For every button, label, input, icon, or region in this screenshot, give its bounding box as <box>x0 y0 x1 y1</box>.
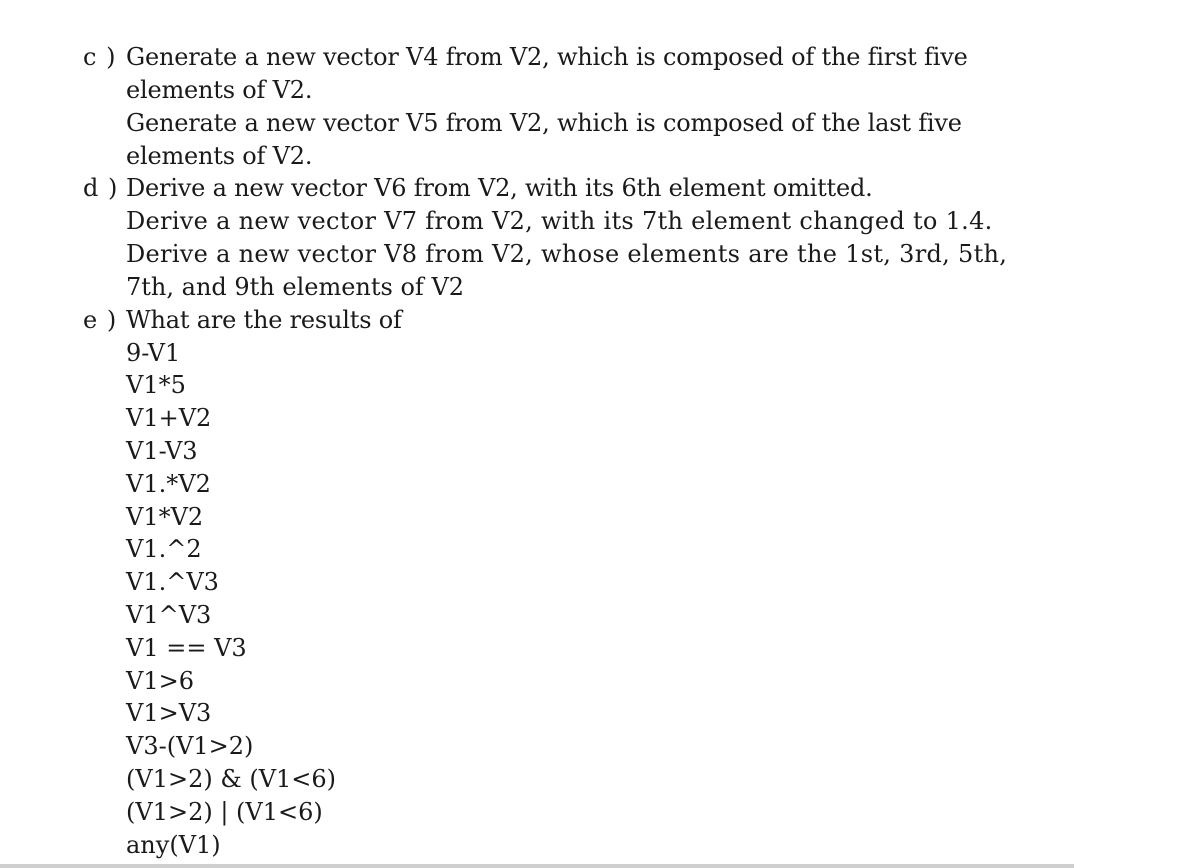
expression-item: V3-(V1>2) <box>126 732 254 760</box>
section-e-marker: e ) <box>83 306 118 334</box>
expression-item: V1.^2 <box>126 535 202 563</box>
expression-item: 9-V1 <box>126 339 181 367</box>
section-d-marker: d ) <box>83 174 119 202</box>
expression-item: (V1>2) & (V1<6) <box>126 765 337 793</box>
expression-item: V1>V3 <box>126 699 212 727</box>
expression-item: V1*V2 <box>126 503 204 531</box>
expression-item: V1-V3 <box>126 437 198 465</box>
expression-item: V1^V3 <box>126 601 212 629</box>
expression-item: (V1>2) | (V1<6) <box>126 798 323 826</box>
section-d-line-4: 7th, and 9th elements of V2 <box>126 273 465 301</box>
section-e-question: What are the results of <box>126 306 402 334</box>
page-bottom-divider <box>0 864 1074 868</box>
section-d-line-2: Derive a new vector V7 from V2, with its 7th element changed to 1.4. <box>126 207 993 235</box>
section-d-line-3: Derive a new vector V8 from V2, whose elements are the 1st, 3rd, 5th, <box>126 240 1008 268</box>
expression-item: V1>6 <box>126 667 194 695</box>
section-c-marker: c ) <box>83 43 117 71</box>
expression-item: V1.^V3 <box>126 568 219 596</box>
section-c-line-1: Generate a new vector V4 from V2, which is composed of the first five <box>126 43 968 71</box>
section-c-line-3: Generate a new vector V5 from V2, which is composed of the last five <box>126 109 962 137</box>
section-c-line-2: elements of V2. <box>126 76 313 104</box>
section-d-line-1: Derive a new vector V6 from V2, with its 6th element omitted. <box>126 174 873 202</box>
expression-item: V1*5 <box>126 371 186 399</box>
expression-item: V1+V2 <box>126 404 212 432</box>
expression-item: V1.*V2 <box>126 470 211 498</box>
expression-item: V1 == V3 <box>126 634 247 662</box>
expression-item: any(V1) <box>126 831 221 859</box>
section-c-line-4: elements of V2. <box>126 142 313 170</box>
